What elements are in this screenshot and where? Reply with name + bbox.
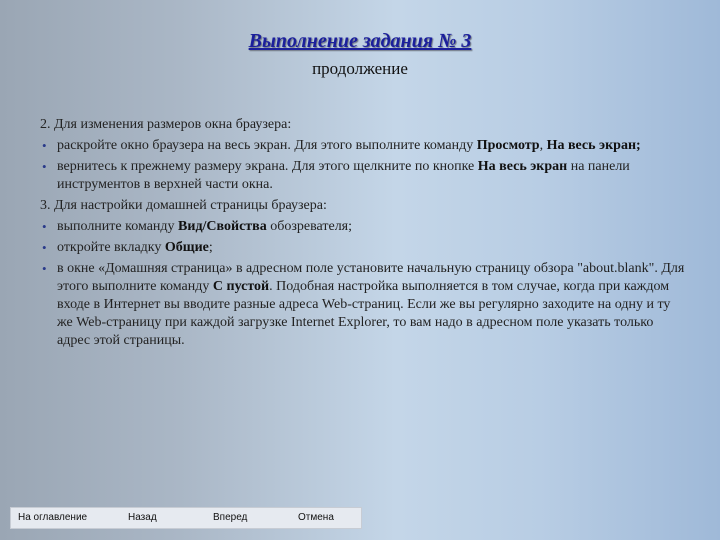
bullet-item <box>40 218 685 236</box>
numbered-item <box>40 116 685 134</box>
text-run: . Подобная настройка выполняется в том случае, когда при каждом входе в Интернет вы вводите разные адреса Web-страниц. Если же вы регулярно заходите на одну и ту же Web-страницу при каждой загрузке Internet Explorer, то вам надо в адресном поле указать только адрес этой страницы. <box>57 279 671 348</box>
bullet-item <box>40 137 685 155</box>
text-run: ; <box>208 240 213 255</box>
slide-title: Выполнение задания № 3 <box>248 30 472 52</box>
slide-content <box>40 116 685 353</box>
text-run: , <box>539 138 547 153</box>
back-button[interactable]: Назад <box>128 512 157 523</box>
forward-button[interactable]: Вперед <box>213 512 248 523</box>
text-run: 2. Для изменения размеров окна браузера: <box>40 117 292 132</box>
text-run: 3. Для настройки домашней страницы браузера: <box>40 198 327 213</box>
text-run: обозревателя; <box>266 219 353 234</box>
bullet-marker: • <box>42 261 47 276</box>
text-run: на панели инструментов в верхней части окна. <box>57 159 630 192</box>
bullet-marker: • <box>42 159 47 174</box>
numbered-item <box>40 197 685 215</box>
text-run: выполните команду <box>57 219 179 234</box>
text-run: откройте вкладку <box>57 240 165 255</box>
toc-button[interactable]: На оглавление <box>18 512 88 523</box>
emphasized-text: На весь экран; <box>546 138 641 153</box>
bullet-marker: • <box>42 138 47 153</box>
bullet-item <box>40 239 685 257</box>
bullet-marker: • <box>42 240 47 255</box>
emphasized-text: На весь экран <box>477 159 568 174</box>
emphasized-text: Вид/Свойства <box>178 219 267 234</box>
bullet-marker: • <box>42 219 47 234</box>
emphasized-text: Просмотр <box>476 138 540 153</box>
bullet-item <box>40 158 685 194</box>
emphasized-text: Общие <box>164 240 209 255</box>
slide-subtitle: продолжение <box>312 59 408 78</box>
emphasized-text: С пустой <box>212 279 270 294</box>
cancel-button[interactable]: Отмена <box>298 512 334 523</box>
text-run: вернитесь к прежнему размеру экрана. Для этого щелкните по кнопке <box>57 159 478 174</box>
bullet-item <box>40 260 685 350</box>
navigation-bar <box>10 507 362 529</box>
text-run: раскройте окно браузера на весь экран. Для этого выполните команду <box>57 138 477 153</box>
text-run: в окне «Домашняя страница» в адресном поле установите начальную страницу обзора "about.blank". Для этого выполните команду <box>57 261 685 294</box>
